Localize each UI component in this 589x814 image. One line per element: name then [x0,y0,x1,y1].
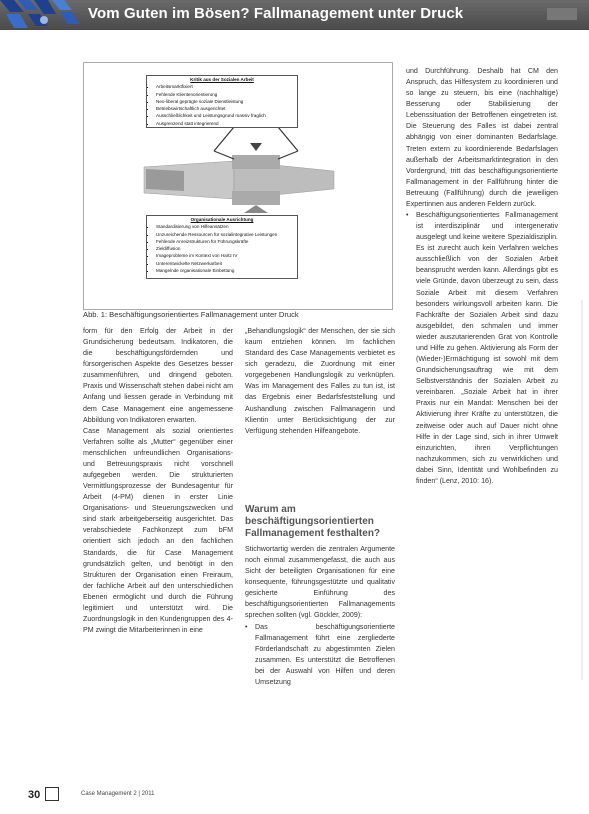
paragraph: form für den Erfolg der Arbeit in der Grundsicherung bedeutsam. Indikatoren, die die beschäftigungsfördernden und fürsorgerischen Aspekte des Gesetzes besser zusammenführen, und dringend geboten. Praxis und Wissenschaft stehen dabei nicht am Anfang und liessen gerade in Verbindung mit dem Case Management eine angemessene Abbildung von Indikatoren erwarten. [83,327,233,424]
organisation-list [147,223,297,274]
bottom-arrow-head [244,205,268,213]
bullet-item: • Das beschäftigungsorientierte Fallmanagement führt eine zergliederte Förderlandschaft zu abgestimmten Zielen zusammen. Es unterstützt die Betroffenen bei der Auswahl von Hilfen und deren Umsetzung [245,622,395,688]
criticism-list [147,83,297,127]
text-column-1 [83,326,233,636]
criticism-item: ▪ Betriebswirtschaftlich ausgerichtet [156,105,297,112]
side-watermark [579,300,585,680]
figure-caption: Abb. 1: Beschäftigungsorientiertes Fallmanagement unter Druck [83,310,299,319]
bullet-item: • Beschäftigungsorientiertes Fallmanagement ist interdisziplinär und intergenerativ ausgelegt und keine weitere Spezialdisziplin. Es ist zurecht auch kein Verfahren welches ausschließlich von der Sozialen Arbeit beansprucht werden kann. Allerdings gibt es viele Gründe, davon überzeugt zu sein, dass Soziale Arbeit mit diesem Verfahren besonders wirkungsvoll arbeiten kann. Die Fachkräfte der Sozialen Arbeit sind dazu ausgebildet, den schmalen und immer wieder auszutarierenden Grat von Kontrolle und Hilfe zu gehen. Aktivierung als Form der (Wieder-)Ermächtigung ist sowohl mit dem Grundsicherungsauftrag wie mit dem Selbstverständnis der Sozialen Arbeit zu vereinbaren. „Soziale Arbeit hat in ihrer Praxis nur ein Mandat: Menschen bei der Aktivierung ihrer Kräfte zu unterstützen, die zeitweise oder auch auf Dauer nicht ohne Hilfe in der Lage sind, sich in ihrer Umwelt einzurichten, ihren Verpflichtungen nachzukommen, sich zu verwirklichen und dabei Sinn, Identität und Wohlbefinden zu finden“ (Lenz, 2010: 16). [406,210,558,487]
header-decoration-icon [0,0,90,30]
organisation-item: ▪ Zieldiffusion [156,245,297,252]
header-tag [547,8,577,20]
text-column-3 [406,66,558,487]
paragraph: Stichwortartig werden die zentralen Argumente noch einmal zusammengefasst, die auch aus Sicht der beteiligten Organisationen für eine konsequente, führungsgestützte und qualitativ gesicherte Einführung des beschäftigungsorientierten Fallmanagements sprechen sollten (vgl. Göckler, 2009): [245,545,395,620]
paragraph: und Durchführung. Deshalb hat CM den Anspruch, das Hilfesystem zu koordinieren und so lange zu steuern, bis eine (nachhaltige) Besserung oder Stabilisierung der Lebenssituation der Betroffenen eingetreten ist. Die Steuerung des Falles ist dabei zentral abhängig von einer dominanten Bedarfslage. Treten extern zu koordinierende Bedarfslagen außerhalb der Arbeitsmarktintegration in den Vordergrund, tritt das beschäftigungsorientierte Fallmanagement in der Fallführung hinter die Betreuung (Fallführung) durch die jeweiligen Expertinnen aus anderen Feldern zurück. [406,67,558,208]
page-number: 30 [28,789,41,801]
criticism-item: ▪ Fehlende Klientenorientierung [156,91,297,98]
page-footer [0,782,589,812]
organisation-item: ▪ Mangelnde organisationale Einbettung [156,267,297,274]
organisation-item: ▪ Imageprobleme im Kontext von Hartz IV [156,252,297,259]
criticism-item: ▪ Arbeitsmarktfixiert [156,83,297,90]
organisation-box [146,215,298,279]
organisation-item: ▪ Unterentwickelte Netzwerkarbeit [156,260,297,267]
page-title: Vom Guten im Bösen? Fallmanagement unter Druck [88,5,464,22]
top-arrow-head [250,143,262,151]
text-column-2b [245,544,395,688]
criticism-box-title: Kritik aus der Sozialen Arbeit [190,77,254,82]
left-arrow-inner [146,169,184,191]
criticism-item: ▪ Ausgrenzend statt integrierend [156,120,297,127]
figure-diagram [83,62,393,310]
section-heading: Warum am beschäftigungsorientierten Fallmanagement festhalten? [245,504,381,539]
paragraph: „Behandlungslogik“ der Menschen, der sie sich kaum entziehen können. Im fachlichen Standard des Case Managements verbietet es sich geradezu, die Zuordnung mit einer vorgegebenen Handlungslogik zu verknüpfen. Was im Management des Falles zu tun ist, ist das Ergebnis einer Bedarfsfeststellung und Aushandlung zwischen Fallmanagerin und Klientin unter Berücksichtigung der zur Verfügung stehenden Hilfeangebote. [245,327,395,435]
organisation-item: ▪ Fehlende Anreizstrukturen für Führungskräfte [156,238,297,245]
center-block-bottom [232,191,280,205]
journal-name: Case Management 2 | 2011 [81,791,155,797]
page-header [0,0,589,30]
text-column-2 [245,326,395,437]
criticism-item: ▪ Neo-liberal geprägte soziale Dienstleistung [156,98,297,105]
criticism-item: ▪ Ausschließlichkeit und Leistungsgrund massiv fraglich [156,112,297,119]
organisation-box-title: Organisationale Ausrichtung [190,217,254,222]
criticism-box [146,75,298,128]
paragraph: Case Management als sozial orientiertes Verfahren sollte als „Mutter“ gegenüber einer menschlichen unfreundlichen Organisations- und Betreuungspraxis nicht vorschnell aufgegeben werden. Die strukturierten Vermittlungsprozesse der Bundesagentur für Arbeit (4-PM) dienen in erster Linie Organisations- und Steuerungszwecken und sind stark arbeitgeberseitig ausgerichtet. Das verabschiedete Fachkonzept zum bFM orientiert sich jedoch an den fachlichen Standards, die für Case Management grundsätzlich gelten, und benötigt in den Strukturen der Organisation einen Freiraum, der fachliche Arbeit auf den unterschiedlichen Ebenen ermöglicht und durch die Führung legitimiert und unterstützt wird. Die Zuordnungslogik in den Kundengruppen des 4-PM zwingt die Mitarbeiterinnen in eine [83,426,233,635]
center-block-top [232,155,280,169]
organisation-item: ▪ Standardisierung von Hilfeansätzen [156,223,297,230]
journal-logo-icon [45,787,59,801]
organisation-item: ▪ Unzureichende Ressourcen für sozialintegrative Leistungen [156,231,297,238]
